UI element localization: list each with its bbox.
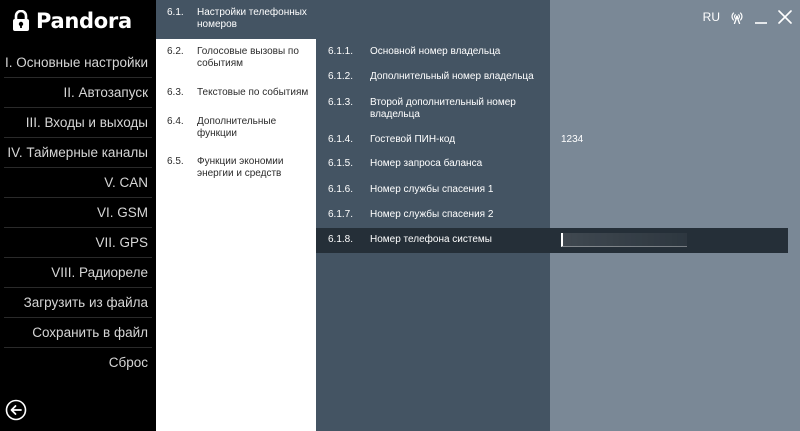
left-nav <box>0 0 156 431</box>
back-arrow-icon[interactable] <box>5 399 27 421</box>
setting-label: Основной номер владельца <box>370 46 501 57</box>
nav-item-gps[interactable]: VII. GPS <box>4 228 152 258</box>
nav-item-reset[interactable]: Сброс <box>108 355 148 370</box>
section-label: Текстовые по событиям <box>197 87 309 98</box>
setting-row-rescue-number-2[interactable] <box>316 209 788 223</box>
setting-number: 6.1.4. <box>328 134 354 145</box>
section-item-text-events[interactable] <box>156 87 316 103</box>
setting-row-owner-second-additional-number[interactable] <box>316 97 788 123</box>
section-label: Функции экономии энергии и средств <box>197 156 284 179</box>
nav-item-save-to-file[interactable]: Сохранить в файл <box>4 318 152 348</box>
signal-antenna-icon[interactable] <box>730 10 744 24</box>
section-number: 6.3. <box>167 87 184 98</box>
section-item-additional-functions[interactable] <box>156 116 316 144</box>
section-number: 6.4. <box>167 116 184 127</box>
setting-number: 6.1.7. <box>328 209 354 220</box>
setting-label: Номер запроса баланса <box>370 158 483 169</box>
setting-row-guest-pin[interactable] <box>316 134 788 148</box>
setting-number: 6.1.3. <box>328 97 354 108</box>
window-controls <box>703 10 792 24</box>
section-number: 6.1. <box>167 7 184 18</box>
logo-text: Pandora <box>36 9 132 33</box>
setting-label: Второй дополнительный номер владельца <box>370 97 516 120</box>
setting-label: Номер службы спасения 2 <box>370 209 494 220</box>
setting-row-owner-additional-number[interactable] <box>316 71 788 85</box>
nav-item-inputs-outputs[interactable]: III. Входы и выходы <box>4 108 152 138</box>
system-phone-number-input[interactable] <box>561 233 687 247</box>
section-item-phone-settings[interactable] <box>156 0 316 39</box>
nav-item-gsm[interactable]: VI. GSM <box>4 198 152 228</box>
setting-label: Гостевой ПИН-код <box>370 134 456 145</box>
nav-item-radio-relay[interactable]: VIII. Радиореле <box>4 258 152 288</box>
setting-label: Дополнительный номер владельца <box>370 71 534 82</box>
setting-row-owner-main-number[interactable] <box>316 46 788 60</box>
section-label: Дополнительные функции <box>197 116 277 139</box>
section-item-energy-saving[interactable] <box>156 156 316 184</box>
nav-item-load-from-file[interactable]: Загрузить из файла <box>4 288 152 318</box>
minimize-icon[interactable] <box>754 10 768 24</box>
setting-label: Номер телефона системы <box>370 234 492 245</box>
setting-number: 6.1.8. <box>328 234 354 245</box>
setting-number: 6.1.6. <box>328 184 354 195</box>
language-selector[interactable]: RU <box>702 10 720 24</box>
nav-item-timer-channels[interactable]: IV. Таймерные каналы <box>4 138 152 168</box>
section-label: Голосовые вызовы по событиям <box>197 46 299 69</box>
pandora-logo-icon <box>10 10 32 32</box>
nav-item-autostart[interactable]: II. Автозапуск <box>4 78 152 108</box>
brand-logo <box>10 8 132 34</box>
section-number: 6.2. <box>167 46 184 57</box>
close-icon[interactable] <box>778 10 792 24</box>
section-number: 6.5. <box>167 156 184 167</box>
guest-pin-value[interactable]: 1234 <box>561 134 584 145</box>
setting-number: 6.1.2. <box>328 71 354 82</box>
section-item-voice-calls[interactable] <box>156 46 316 74</box>
section-label: Настройки телефонных номеров <box>197 7 307 30</box>
setting-row-system-phone-number[interactable] <box>316 228 788 253</box>
sections-panel <box>156 0 316 431</box>
setting-number: 6.1.5. <box>328 158 354 169</box>
nav-item-can[interactable]: V. CAN <box>4 168 152 198</box>
setting-number: 6.1.1. <box>328 46 354 57</box>
nav-menu <box>4 48 152 378</box>
nav-item-main-settings[interactable]: I. Основные настройки <box>4 48 152 78</box>
setting-row-rescue-number-1[interactable] <box>316 184 788 198</box>
setting-label: Номер службы спасения 1 <box>370 184 494 195</box>
setting-row-balance-request-number[interactable] <box>316 158 788 172</box>
